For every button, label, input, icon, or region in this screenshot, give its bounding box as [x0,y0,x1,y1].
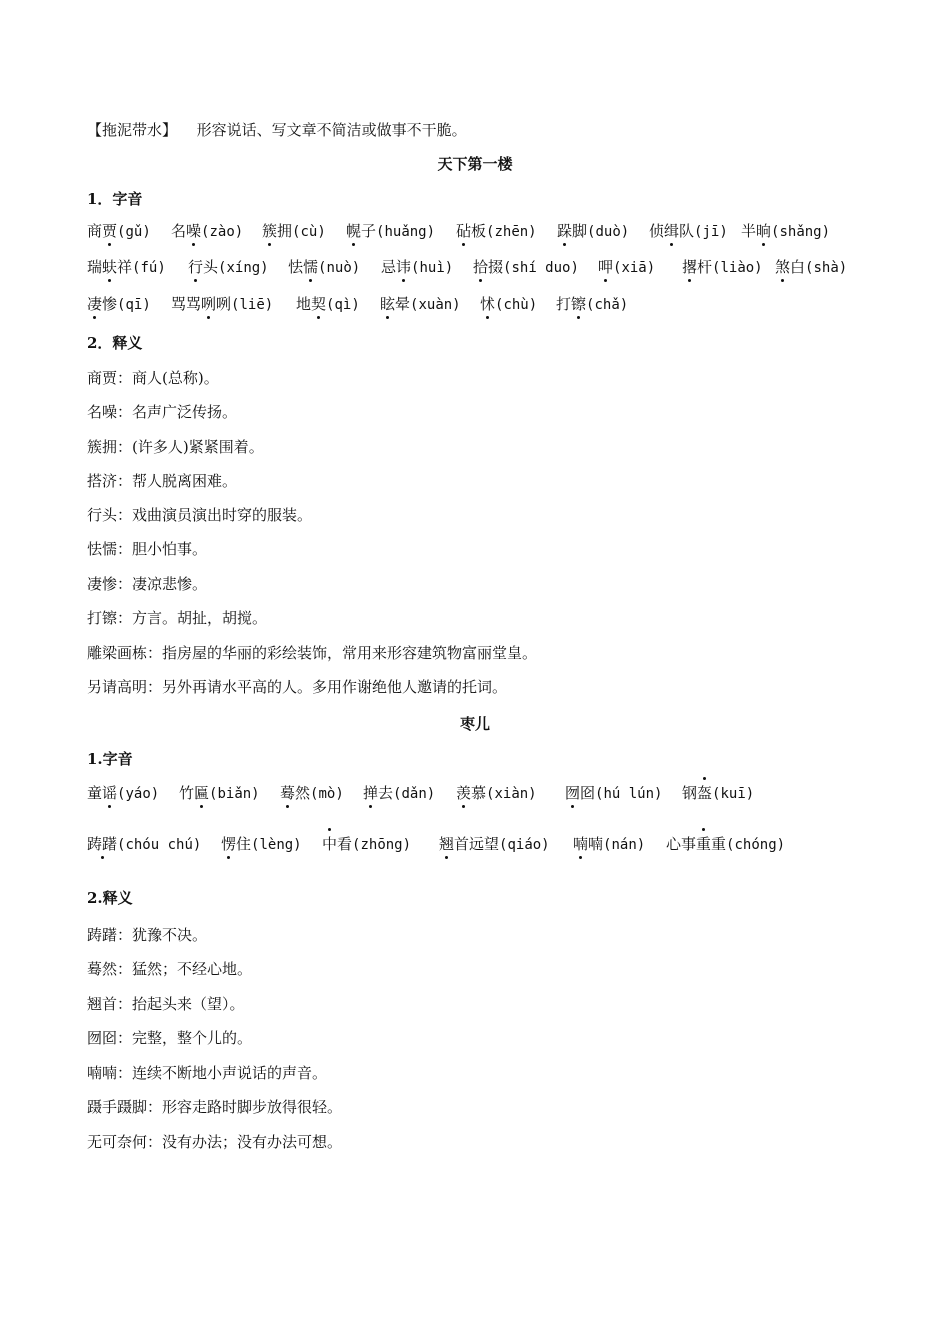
pronunciation-item [682,257,763,278]
meaning-line: 蹑手蹑脚：形容走路时脚步放得很轻。 [87,1098,343,1116]
pronunciation-item [296,294,360,315]
dotted-character: 羡 [456,784,472,802]
word-suffix: 首远望 [454,835,500,853]
word-suffix: 看 [337,835,353,853]
meaning-line: 商贾：商人(总称)。 [87,369,219,387]
dotted-character: 噪 [186,222,202,240]
pinyin: (mò) [310,786,344,802]
word-suffix: 重 [711,835,727,853]
pinyin: (shí duo) [503,260,579,276]
pronunciation-item [171,221,243,242]
pinyin: (dǎn) [393,786,436,802]
word-suffix: 拥 [277,222,293,240]
pronunciation-item [87,257,166,278]
word-suffix: 惨 [102,295,118,313]
dotted-character: 呷 [598,258,614,276]
meaning-line: 另请高明：另外再请水平高的人。多用作谢绝他人邀请的托词。 [87,678,508,696]
dotted-character: 晌 [756,222,772,240]
word-suffix: 头 [203,258,219,276]
pinyin: (biǎn) [209,786,260,802]
dotted-character: 愣 [221,835,237,853]
word-prefix: 侦 [649,222,665,240]
meaning-line: 囫囵：完整，整个儿的。 [87,1029,253,1047]
pinyin: (kuī) [712,786,755,802]
pronunciation-heading: 1.字音 [87,750,133,768]
pinyin: (liē) [231,297,274,313]
pinyin: (liào) [712,260,763,276]
pinyin: (xíng) [218,260,269,276]
dotted-character: 盔 [697,784,713,802]
dotted-character: 蚨 [102,258,118,276]
dotted-character: 撂 [682,258,698,276]
word-suffix: 晕 [395,295,411,313]
word-suffix: 慕 [471,784,487,802]
dotted-character: 煞 [775,258,791,276]
pronunciation-item [346,221,435,242]
dotted-character: 翘 [439,835,455,853]
word-suffix: 然 [295,784,311,802]
dotted-character: 砧 [456,222,472,240]
intro-term: 【拖泥带水】 [87,121,178,139]
word-prefix: 名 [171,222,187,240]
pronunciation-item [171,294,273,315]
pinyin: (shà) [805,260,848,276]
pinyin: (huǎng) [376,224,436,240]
pinyin: (xiàn) [486,786,537,802]
meaning-line: 雕梁画栋：指房屋的华丽的彩绘装饰，常用来形容建筑物富丽堂皇。 [87,644,538,662]
word-suffix: 队 [679,222,695,240]
meaning-line: 踌躇：犹豫不决。 [87,926,208,944]
meaning-line: 打镲：方言。胡扯，胡搅。 [87,609,268,627]
pronunciation-item [666,834,785,855]
pronunciation-item [480,294,537,315]
meaning-line: 簇拥：(许多人)紧紧围着。 [87,438,264,456]
pronunciation-item [682,783,754,804]
section-title: 枣儿 [459,715,490,733]
pronunciation-item [439,834,550,855]
dotted-character: 讳 [396,258,412,276]
dotted-character: 凄 [87,295,103,313]
pronunciation-item [456,783,537,804]
word-suffix: 去 [378,784,394,802]
pinyin: (hú lún) [595,786,663,802]
word-prefix: 忌 [381,258,397,276]
pinyin: (zhōng) [352,837,412,853]
dotted-character: 掸 [363,784,379,802]
section-title: 天下第一楼 [437,155,513,173]
dotted-character: 匾 [194,784,210,802]
word-suffix: 喃 [588,835,604,853]
meaning-line: 名噪：名声广泛传扬。 [87,403,238,421]
word-prefix: 打 [556,295,572,313]
dotted-character: 怵 [480,295,496,313]
word-prefix: 地 [296,295,312,313]
dotted-character: 缉 [664,222,680,240]
pronunciation-item [262,221,326,242]
word-suffix: 住 [236,835,252,853]
dotted-character: 蓦 [280,784,296,802]
dotted-character: 眩 [380,295,396,313]
pinyin: (fú) [132,260,166,276]
meaning-heading: 2．释义 [87,334,143,352]
pinyin: (chóu chú) [117,837,202,853]
meaning-line: 喃喃：连续不断地小声说话的声音。 [87,1064,328,1082]
dotted-character: 跺 [557,222,573,240]
pronunciation-item [288,257,360,278]
pinyin: (xiā) [613,260,656,276]
pronunciation-heading: 1．字音 [87,190,143,208]
pinyin: (yáo) [117,786,160,802]
pronunciation-item [87,783,159,804]
pinyin: (chù) [495,297,538,313]
pinyin: (duò) [587,224,630,240]
word-prefix: 钢 [682,784,698,802]
pinyin: (nuò) [318,260,361,276]
meaning-line: 凄惨：凄凉悲惨。 [87,575,208,593]
pronunciation-item [221,834,302,855]
word-prefix: 怯 [288,258,304,276]
word-prefix: 竹 [179,784,195,802]
pronunciation-item [456,221,537,242]
dotted-character: 囫 [565,784,581,802]
pronunciation-item [381,257,453,278]
pronunciation-item [87,221,151,242]
pronunciation-item [565,783,662,804]
pinyin: (zhēn) [486,224,537,240]
meaning-line: 无可奈何：没有办法；没有办法可想。 [87,1133,343,1151]
pinyin: (xuàn) [410,297,461,313]
pronunciation-item [179,783,260,804]
dotted-character: 行 [188,258,204,276]
pronunciation-item [598,257,655,278]
meaning-line: 搭济：帮人脱离困难。 [87,472,238,490]
dotted-character: 重 [696,835,712,853]
word-suffix: 祥 [117,258,133,276]
word-suffix: 板 [471,222,487,240]
dotted-character: 咧 [201,295,217,313]
meaning-line: 行头：戏曲演员演出时穿的服装。 [87,506,313,524]
word-suffix: 白 [790,258,806,276]
pronunciation-item [87,294,151,315]
pinyin: (cù) [292,224,326,240]
dotted-character: 契 [311,295,327,313]
word-suffix: 杆 [697,258,713,276]
dotted-character: 踌躇 [87,835,118,853]
pronunciation-item [363,783,435,804]
word-prefix: 童 [87,784,103,802]
pinyin: (zào) [201,224,244,240]
pinyin: (jī) [694,224,728,240]
word-suffix: 咧 [216,295,232,313]
intro-line [87,120,467,140]
word-suffix: 子 [361,222,377,240]
meaning-heading: 2.释义 [87,889,133,907]
pronunciation-item [649,221,728,242]
pronunciation-item [87,834,201,855]
word-prefix: 骂骂 [171,295,202,313]
pinyin: (huì) [411,260,454,276]
pronunciation-item [380,294,461,315]
dotted-character: 贾 [102,222,118,240]
pronunciation-item [556,294,628,315]
meaning-line: 蓦然：猛然；不经心地。 [87,960,253,978]
word-prefix: 商 [87,222,103,240]
pinyin: (lèng) [251,837,302,853]
pinyin: (qiáo) [499,837,550,853]
dotted-character: 中 [322,835,338,853]
dotted-character: 簇 [262,222,278,240]
dotted-character: 懦 [303,258,319,276]
pronunciation-item [573,834,645,855]
pronunciation-item [775,257,847,278]
pinyin: (gǔ) [117,224,151,240]
pronunciation-item [473,257,579,278]
word-prefix: 瑞 [87,258,103,276]
dotted-character: 谣 [102,784,118,802]
pronunciation-item [741,221,830,242]
dotted-character: 镲 [571,295,587,313]
pinyin: (nán) [603,837,646,853]
word-prefix: 半 [741,222,757,240]
word-suffix: 脚 [572,222,588,240]
word-prefix: 心事 [666,835,697,853]
meaning-line: 怯懦：胆小怕事。 [87,540,208,558]
meaning-line: 翘首：抬起头来（望）。 [87,995,245,1013]
pinyin: (chǎ) [586,297,629,313]
pinyin: (shǎng) [771,224,831,240]
pronunciation-item [188,257,269,278]
pronunciation-item [557,221,629,242]
pronunciation-item [322,834,411,855]
dotted-character: 拾 [473,258,489,276]
intro-definition: 形容说话、写文章不简洁或做事不干脆。 [196,121,467,139]
pronunciation-item [280,783,344,804]
dotted-character: 幌 [346,222,362,240]
pinyin: (chóng) [726,837,786,853]
word-suffix: 掇 [488,258,504,276]
pinyin: (qì) [326,297,360,313]
word-suffix: 囵 [580,784,596,802]
dotted-character: 喃 [573,835,589,853]
pinyin: (qī) [117,297,151,313]
